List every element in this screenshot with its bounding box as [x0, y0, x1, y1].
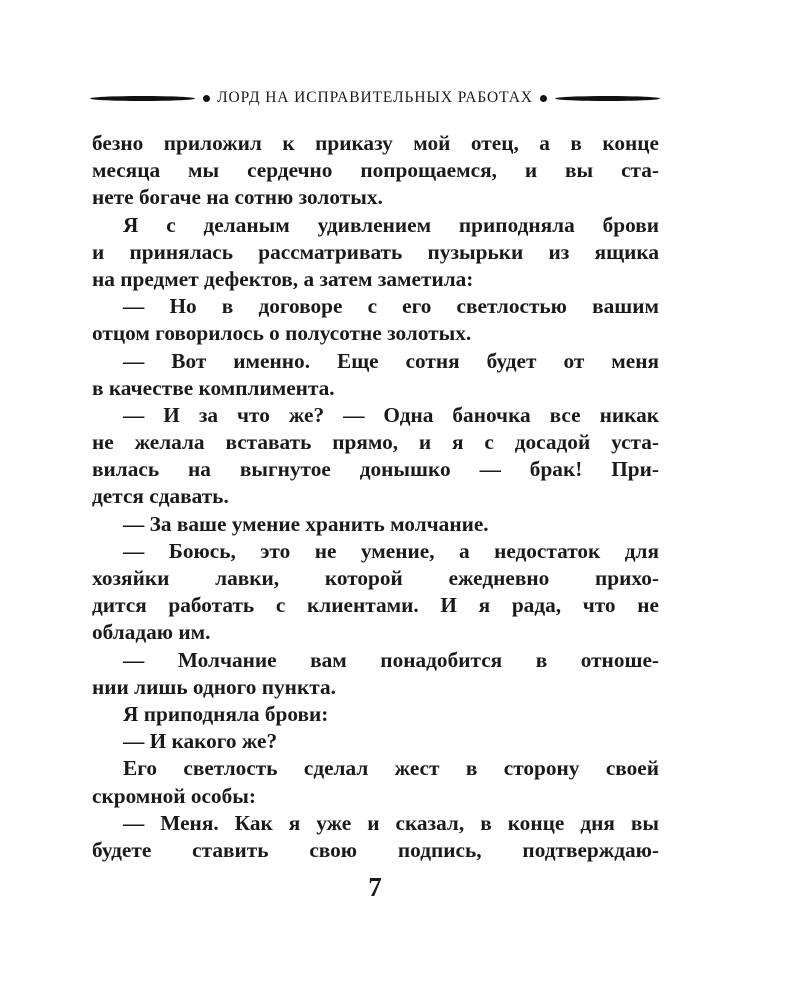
text-line: — За ваше умение хранить молчание. — [123, 511, 489, 536]
running-title: ЛОРД НА ИСПРАВИТЕЛЬНЫХ РАБОТАХ — [217, 89, 533, 106]
text-line: нии лишь одного пункта. — [92, 674, 336, 699]
text-line: обладаю им. — [92, 620, 211, 645]
text-line: на предмет дефектов, а затем заметила: — [92, 266, 474, 291]
text-line: — Меня. Как я уже и сказал, в конце дня вы — [123, 810, 659, 835]
text-line: — И за что же? — Одна баночка все никак — [123, 402, 659, 427]
body-text — [92, 130, 659, 864]
header-dot-right-icon — [540, 95, 547, 102]
text-line: — И какого же? — [123, 729, 278, 754]
text-line: — Но в договоре с его светлостью вашим — [123, 294, 659, 319]
text-line: — Вот именно. Еще сотня будет от меня — [123, 348, 659, 373]
text-line: будете ставить свою подпись, подтверждаю- — [92, 837, 659, 862]
text-line: дется сдавать. — [92, 484, 229, 509]
page-number: 7 — [368, 872, 382, 902]
text-line: отцом говорилось о полусотне золотых. — [92, 321, 472, 346]
text-line: хозяйки лавки, которой ежедневно прихо- — [92, 566, 659, 590]
text-line: — Молчание вам понадобится в отноше- — [123, 647, 659, 672]
text-line: в качестве комплимента. — [92, 375, 335, 400]
running-header — [90, 80, 660, 116]
text-line: не желала вставать прямо, и я с досадой уста- — [92, 430, 659, 455]
text-line: нете богаче на сотню золотых. — [92, 185, 383, 210]
text-line: скромной особы: — [92, 783, 256, 808]
text-line: Его светлость сделал жест в сторону своей — [123, 756, 659, 781]
header-dot-left-icon — [203, 95, 210, 102]
text-line: дится работать с клиентами. И я рада, что не — [92, 593, 659, 618]
header-rule-right — [555, 96, 660, 101]
text-line: безно приложил к приказу мой отец, а в конце — [92, 131, 659, 155]
header-rule-left — [90, 96, 195, 101]
text-line: — Боюсь, это не умение, а недостаток для — [123, 538, 659, 563]
text-line: вилась на выгнутое донышко — брак! При- — [92, 457, 659, 482]
text-line: Я приподняла брови: — [123, 701, 329, 726]
text-line: месяца мы сердечно попрощаемся, и вы ста- — [92, 158, 659, 183]
text-line: Я с деланым удивлением приподняла брови — [123, 212, 659, 237]
text-line: и принялась рассматривать пузырьки из ящика — [92, 239, 659, 264]
